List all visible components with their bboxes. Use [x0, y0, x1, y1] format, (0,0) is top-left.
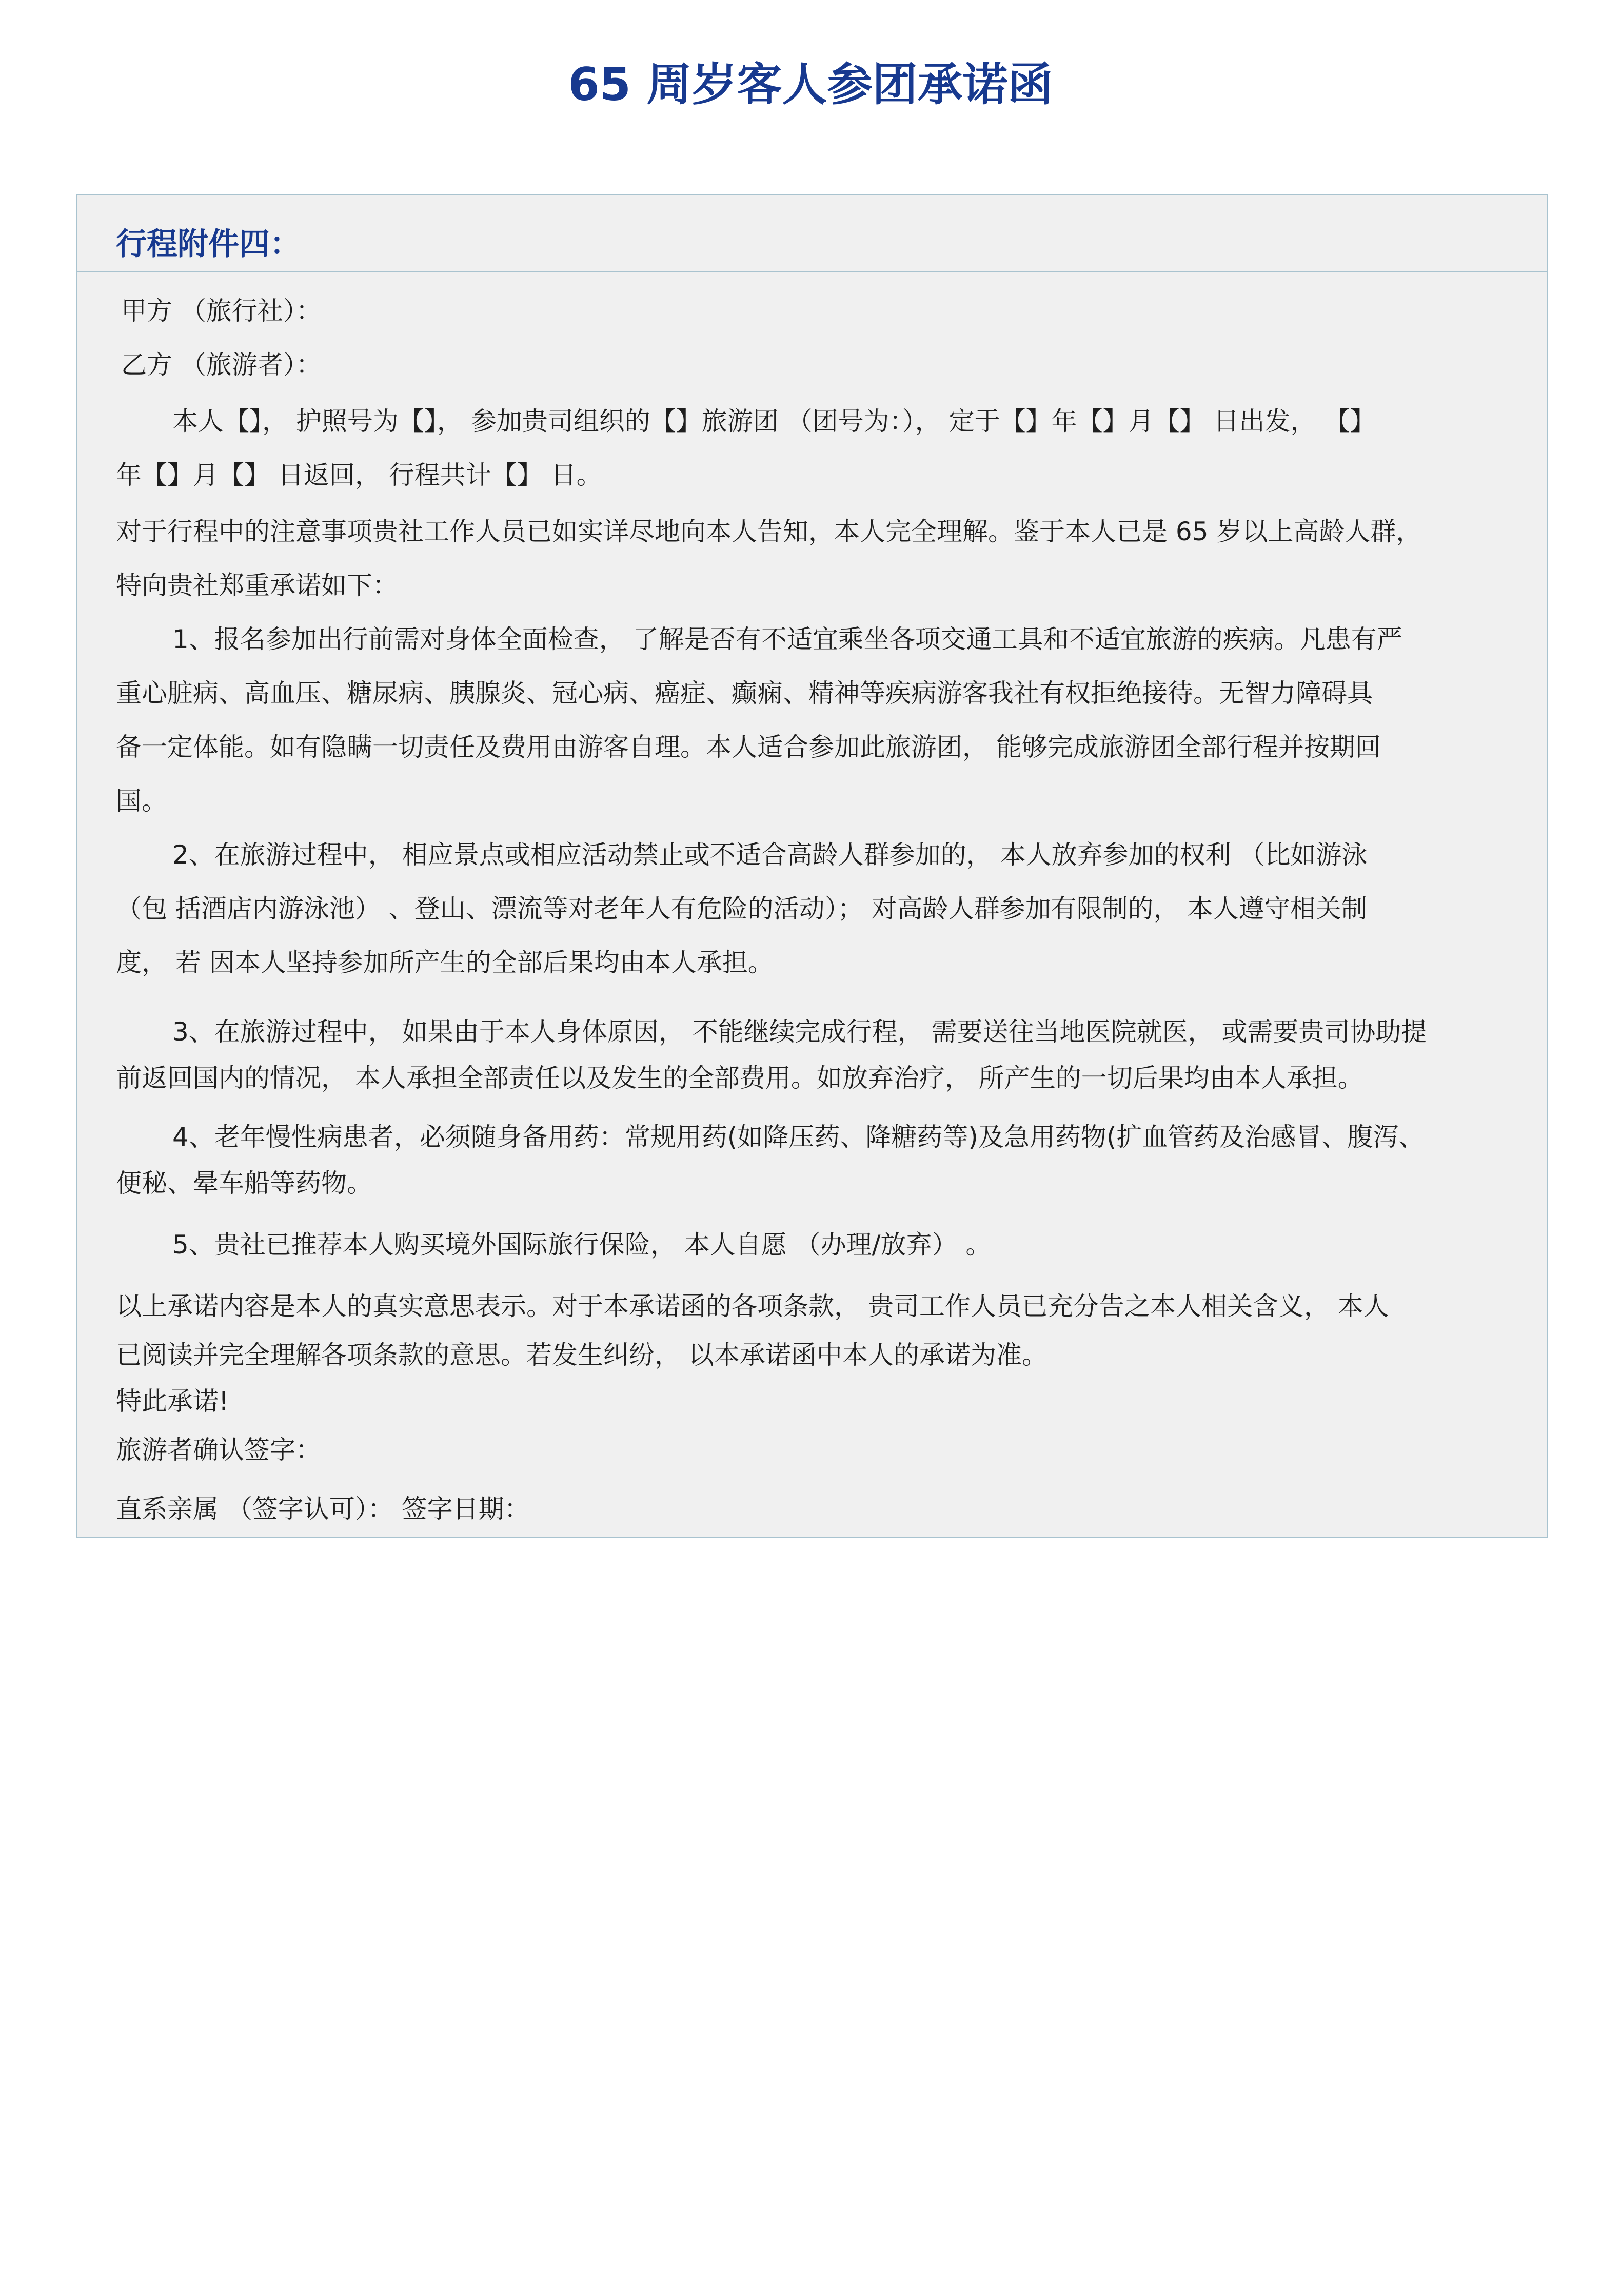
closing-line-2: 已阅读并完全理解各项条款的意思。若发生纠纷， 以本承诺函中本人的承诺为准。: [116, 1340, 1047, 1370]
document-title: 65 周岁客人参团承诺函: [568, 58, 1053, 111]
clause-4-line-1: 4、老年慢性病患者，必须随身备用药：常规用药(如降压药、降糖药等)及急用药物(扩血管药及治感冒、腹泻、: [172, 1122, 1425, 1152]
clause-1-line-2: 重心脏病、高血压、糖尿病、胰腺炎、冠心病、癌症、癫痫、精神等疾病游客我社有权拒绝接待。无智力障碍具: [116, 678, 1373, 708]
clause-2-line-2: （包 括酒店内游泳池） 、登山、漂流等对老年人有危险的活动）； 对高龄人群参加有限制的， 本人遵守相关制: [116, 894, 1367, 924]
section-heading-bar: [77, 195, 1547, 272]
intro-line-1: 本人【】， 护照号为【】， 参加贵司组织的【】旅游团 （团号为：）， 定于【】年【】月【】 日出发， 【】: [172, 406, 1376, 436]
clause-4-line-2: 便秘、晕车船等药物。: [116, 1168, 372, 1198]
clause-5-line: 5、贵社已推荐本人购买境外国际旅行保险， 本人自愿 （办理/放弃） 。: [172, 1230, 992, 1260]
clause-3-line-1: 3、在旅游过程中， 如果由于本人身体原因， 不能继续完成行程， 需要送往当地医院就医， 或需要贵司协助提: [172, 1017, 1427, 1047]
clause-1-line-3: 备一定体能。如有隐瞒一切责任及费用由游客自理。本人适合参加此旅游团， 能够完成旅游团全部行程并按期回: [116, 732, 1381, 762]
hereby-commit-line: 特此承诺!: [116, 1386, 229, 1416]
clause-2-line-1: 2、在旅游过程中， 相应景点或相应活动禁止或不适合高龄人群参加的， 本人放弃参加的权利 （比如游泳: [172, 840, 1368, 870]
clause-2-line-3: 度， 若 因本人坚持参加所产生的全部后果均由本人承担。: [116, 948, 774, 977]
closing-line-1: 以上承诺内容是本人的真实意思表示。对于本承诺函的各项条款， 贵司工作人员已充分告之本人相关含义， 本人: [116, 1291, 1389, 1321]
clause-1-line-1: 1、报名参加出行前需对身体全面检查， 了解是否有不适宜乘坐各项交通工具和不适宜旅游的疾病。凡患有严: [172, 624, 1402, 654]
intro-line-2: 年【】月【】 日返回， 行程共计【】 日。: [116, 460, 602, 490]
form-box: [76, 194, 1548, 1538]
notice-line-2: 特向贵社郑重承诺如下：: [116, 571, 398, 600]
party-b-line: 乙方 （旅游者）：: [121, 350, 322, 380]
clause-3-line-2: 前返回国内的情况， 本人承担全部责任以及发生的全部费用。如放弃治疗， 所产生的一切后果均由本人承担。: [116, 1063, 1363, 1093]
party-a-line: 甲方 （旅行社）：: [121, 296, 322, 326]
relative-signature-line: 直系亲属 （签字认可）： 签字日期：: [116, 1494, 530, 1524]
traveler-signature-line: 旅游者确认签字：: [116, 1435, 321, 1465]
clause-1-line-4: 国。: [116, 786, 167, 816]
section-heading: 行程附件四：: [116, 226, 301, 262]
notice-line-1: 对于行程中的注意事项贵社工作人员已如实详尽地向本人告知，本人完全理解。鉴于本人已是 65 岁以上高龄人群，: [116, 517, 1422, 546]
